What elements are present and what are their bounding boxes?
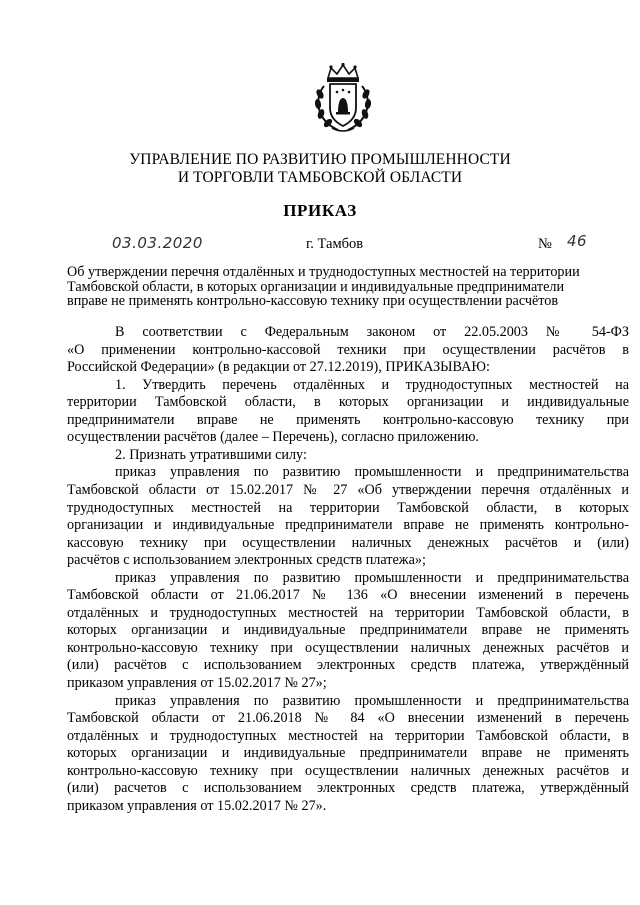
tambov-coat-of-arms-icon [308, 62, 378, 134]
body-line: Тамбовской области от 21.06.2018 № 84 «О внесении изменений в перечень [67, 710, 629, 727]
body-line: организации и индивидуальные предприниматели вправе не применять контрольно- [67, 517, 629, 534]
document-date: 03.03.2020 [112, 234, 203, 252]
body-line: осуществлении расчётов (далее – Перечень), согласно приложению. [67, 429, 479, 446]
body-line: контрольно-кассовую технику при осуществлении наличных денежных расчётов и [67, 762, 629, 779]
body-line: «О применении контрольно-кассовой техники при осуществлении расчётов в [67, 341, 629, 358]
body-line: труднодоступных местностей на территории Тамбовской области, в которых [67, 499, 629, 516]
body-line: приказ управления по развитию промышленности и предпринимательства [115, 692, 629, 709]
body-line: приказ управления по развитию промышленности и предпринимательства [115, 569, 629, 586]
body-line: территории Тамбовской области, в которых организации и индивидуальные [67, 394, 629, 411]
body-line: которых организации и индивидуальные предприниматели вправе не применять [67, 745, 629, 762]
body-line: 1. Утвердить перечень отдалённых и труднодоступных местностей на [115, 376, 629, 393]
body-line: которых организации и индивидуальные предприниматели вправе не применять [67, 622, 629, 639]
body-line: приказом управления от 15.02.2017 № 27». [67, 797, 327, 814]
body-line: отдалённых и труднодоступных местностей на территории Тамбовской области, в [67, 604, 629, 621]
document-title: ПРИКАЗ [283, 201, 357, 220]
body-line: контрольно-кассовую технику при осуществлении наличных денежных расчётов и [67, 639, 629, 656]
body-line: приказ управления по развитию промышленности и предпринимательства [115, 464, 629, 481]
body-line: (или) расчетов с использованием электронных средств платежа, утверждённый [67, 780, 629, 797]
body-line: (или) расчётов с использованием электронных средств платежа, утверждённый [67, 657, 629, 674]
subject-line: вправе не применять контрольно-кассовую технику при осуществлении расчётов [67, 293, 559, 310]
body-line: 2. Признать утратившими силу: [115, 446, 307, 463]
body-line: Российской Федерации» (в редакции от 27.12.2019), ПРИКАЗЫВАЮ: [67, 359, 490, 376]
agency-name-line-2: И ТОРГОВЛИ ТАМБОВСКОЙ ОБЛАСТИ [177, 169, 463, 186]
body-line: Тамбовской области от 21.06.2017 № 136 «О внесении изменений в перечень [67, 587, 629, 604]
subject-line: Тамбовской области, в которых организации и индивидуальные предприниматели [67, 278, 565, 295]
agency-name-line-1: УПРАВЛЕНИЕ ПО РАЗВИТИЮ ПРОМЫШЛЕННОСТИ [129, 151, 511, 168]
body-line: расчётов с использованием электронных средств платежа»; [67, 552, 426, 569]
body-line: предприниматели вправе не применять контрольно-кассовую технику при [67, 411, 629, 428]
body-line: кассовую технику при осуществлении наличных денежных расчётов и (или) [67, 534, 629, 551]
document-subject [67, 265, 629, 309]
body-line: Тамбовской области от 15.02.2017 № 27 «Об утверждении перечня отдалённых и [67, 481, 629, 498]
document-number: 46 [567, 232, 588, 250]
body-line: отдалённых и труднодоступных местностей на территории Тамбовской области, в [67, 727, 629, 744]
document-city: г. Тамбов [306, 236, 364, 252]
body-line: В соответствии с Федеральным законом от 22.05.2003 № 54-ФЗ [115, 324, 629, 340]
body-line: приказом управления от 15.02.2017 № 27»; [67, 675, 327, 691]
subject-line: Об утверждении перечня отдалённых и труднодоступных местностей на территории [67, 264, 580, 280]
document-number-label: № [538, 236, 552, 252]
